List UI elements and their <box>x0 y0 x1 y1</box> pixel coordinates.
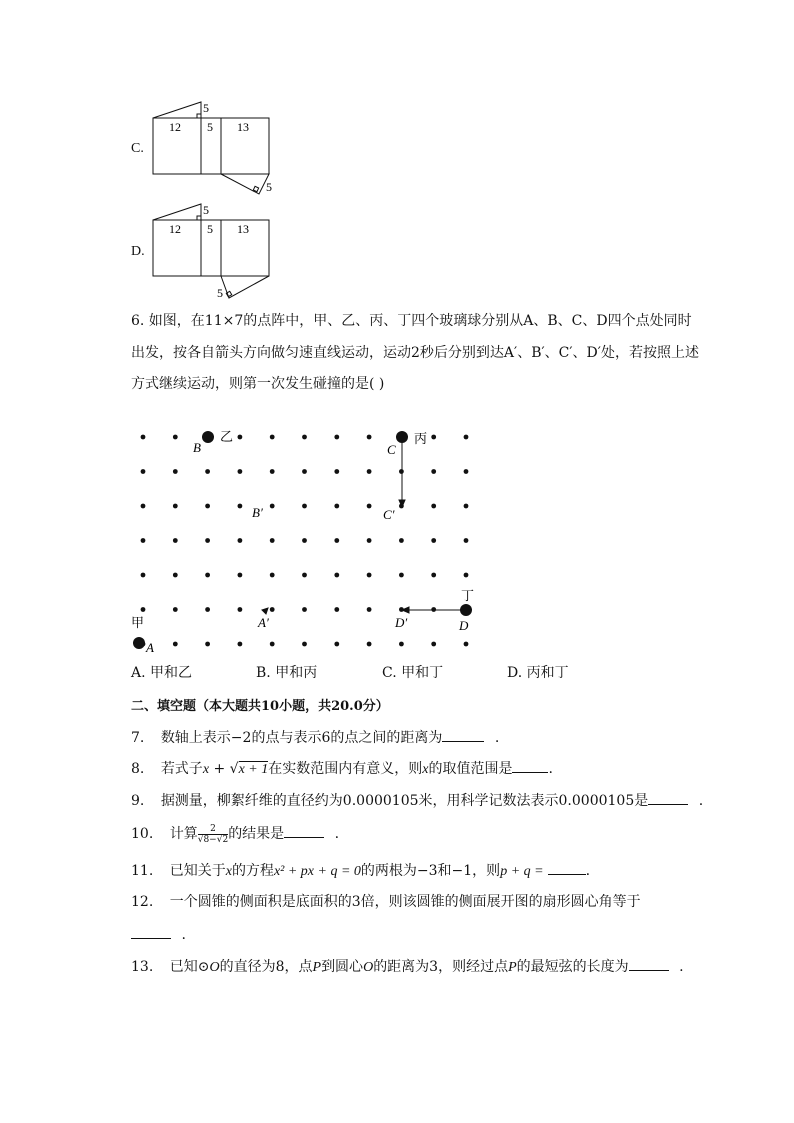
q13-O: O <box>209 960 220 975</box>
q11-equation: x² + px + q = 0 <box>273 864 361 879</box>
d-label-13: 13 <box>237 222 249 236</box>
q11-pq: p + q = <box>500 864 544 879</box>
q10 <box>131 823 339 845</box>
q9 <box>131 790 703 811</box>
grid-dots <box>141 435 469 647</box>
q8-x: x <box>202 762 210 777</box>
q13-end: . <box>679 959 684 975</box>
d-label-5: 5 <box>207 222 213 236</box>
grid-dot <box>270 573 275 578</box>
q8-blank[interactable] <box>512 758 548 773</box>
d-bottom-triangle <box>221 276 269 298</box>
section-fill-in-heading: 二、填空题（本大题共10小题，共20.0分） <box>131 699 389 714</box>
grid-dot <box>367 573 372 578</box>
grid-dot <box>302 607 307 612</box>
q13-O-2: O <box>363 960 374 975</box>
q11 <box>131 860 590 882</box>
grid-dot <box>173 642 178 647</box>
c-label-12: 12 <box>169 120 181 134</box>
grid-dot <box>302 435 307 440</box>
q10-frac-den: √8−√2 <box>197 834 229 845</box>
q10-number: 10. <box>131 826 154 842</box>
grid-dot <box>173 504 178 509</box>
grid-dot <box>238 504 243 509</box>
q11-end: . <box>585 863 591 879</box>
q13-text-b: 的直径为8，点 <box>219 959 313 975</box>
grid-dot <box>141 573 146 578</box>
grid-dot <box>270 469 275 474</box>
ball-ding <box>460 604 472 616</box>
d-tri-bottom-5: 5 <box>217 286 223 300</box>
option-d-label: D. <box>131 244 145 259</box>
d-label-12: 12 <box>169 222 181 236</box>
grid-dot <box>270 504 275 509</box>
c-right-angle-bottom <box>253 186 258 191</box>
q8-end: . <box>548 761 553 777</box>
q13-text-c: 到圆心 <box>321 959 364 975</box>
q11-text-b: 的方程 <box>231 863 274 879</box>
grid-dot <box>367 607 372 612</box>
grid-dot <box>367 642 372 647</box>
grid-dot <box>173 435 178 440</box>
c-label-13: 13 <box>237 120 249 134</box>
c-label-5: 5 <box>207 120 213 134</box>
q7-end: . <box>494 730 500 746</box>
q13-blank[interactable] <box>629 956 669 971</box>
q11-number: 11. <box>131 863 154 879</box>
grid-dot <box>334 607 339 612</box>
grid-dot <box>334 435 339 440</box>
grid-dot <box>464 642 469 647</box>
q11-text-c: 的两根为−3和−1，则 <box>360 863 501 879</box>
grid-dot <box>431 469 436 474</box>
grid-dot <box>302 642 307 647</box>
q12-text: 一个圆锥的侧面积是底面积的3倍，则该圆锥的侧面展开图的扇形圆心角等于 <box>169 894 641 910</box>
grid-dot <box>270 607 275 612</box>
d-tri-top-5: 5 <box>203 203 209 217</box>
q6-choice-b: B. 甲和丙 <box>256 665 318 681</box>
q6-choice-d: D. 丙和丁 <box>507 665 569 681</box>
q8-text-c: 的取值范围是 <box>428 761 513 777</box>
grid-dot <box>205 504 210 509</box>
grid-dot <box>205 642 210 647</box>
ball-bing <box>396 431 408 443</box>
q10-end: . <box>334 826 340 842</box>
grid-dot <box>238 642 243 647</box>
grid-dot <box>238 538 243 543</box>
label-A-prime: A′ <box>258 615 269 630</box>
grid-dot <box>141 538 146 543</box>
grid-dot <box>238 607 243 612</box>
grid-dot <box>431 435 436 440</box>
q9-end: . <box>698 793 704 809</box>
option-c-figure <box>145 98 285 198</box>
q10-blank[interactable] <box>284 823 324 838</box>
grid-dot <box>238 435 243 440</box>
label-C: C <box>387 442 396 457</box>
grid-dot <box>367 469 372 474</box>
label-D: D <box>459 618 469 633</box>
option-d-figure <box>145 200 285 305</box>
grid-dot <box>205 607 210 612</box>
grid-dot <box>464 435 469 440</box>
q6-line1: 6. 如图，在11×7的点阵中，甲、乙、丙、丁四个玻璃球分别从A、B、C、D四个点处同时 <box>131 313 692 329</box>
grid-dot <box>464 504 469 509</box>
q10-fraction <box>198 824 228 845</box>
grid-dot <box>270 435 275 440</box>
q13-P: P <box>312 960 322 975</box>
d-top-triangle <box>153 204 201 220</box>
q11-blank[interactable] <box>548 860 586 875</box>
grid-dot <box>173 469 178 474</box>
q7 <box>131 727 499 748</box>
label-D-prime: D′ <box>395 615 408 630</box>
grid-dot <box>334 469 339 474</box>
grid-dot <box>431 573 436 578</box>
q13 <box>131 956 684 978</box>
q8-plus: + <box>209 761 230 777</box>
q6-dot-grid-figure <box>125 420 485 660</box>
c-tri-bottom-5: 5 <box>266 180 272 194</box>
q10-text-a: 计算 <box>169 826 198 842</box>
q13-text-e: 的最短弦的长度为 <box>516 959 629 975</box>
grid-dot <box>464 469 469 474</box>
grid-dot <box>141 469 146 474</box>
q10-frac-num: 2 <box>198 824 228 835</box>
q6-choice-c: C. 甲和丁 <box>382 665 444 681</box>
grid-dot <box>464 573 469 578</box>
grid-dot <box>367 504 372 509</box>
grid-dot <box>270 538 275 543</box>
grid-dot <box>302 573 307 578</box>
q7-number: 7. <box>131 730 145 746</box>
q12-blank[interactable] <box>131 924 171 939</box>
q6-line3: 方式继续运动，则第一次发生碰撞的是( ) <box>131 376 385 392</box>
q12-continued <box>131 924 186 945</box>
q6-choice-a: A. 甲和乙 <box>131 665 193 681</box>
c-right-angle-top <box>197 114 201 118</box>
q8-sqrt-inner: x + 1 <box>238 762 269 777</box>
label-B: B <box>193 440 201 455</box>
q8-text-a: 若式子 <box>160 761 203 777</box>
grid-dot <box>399 469 404 474</box>
grid-dot <box>173 538 178 543</box>
grid-dot <box>302 469 307 474</box>
c-tri-top-5: 5 <box>203 101 209 115</box>
grid-dot <box>399 642 404 647</box>
q8-sqrt: √x + 1 <box>229 761 269 777</box>
grid-dot <box>141 607 146 612</box>
q8-number: 8. <box>131 761 145 777</box>
grid-dot <box>238 469 243 474</box>
grid-dot <box>205 469 210 474</box>
label-ding: 丁 <box>461 588 475 603</box>
q12-number: 12. <box>131 894 154 910</box>
grid-dot <box>431 504 436 509</box>
label-C-prime: C′ <box>383 507 395 522</box>
q13-text-d: 的距离为3，则经过点 <box>373 959 509 975</box>
q6-line2: 出发，按各自箭头方向做匀速直线运动，运动2秒后分别到达A′、B′、C′、D′处，若按照上述 <box>131 345 699 361</box>
grid-dot <box>367 538 372 543</box>
grid-dot <box>334 642 339 647</box>
label-B-prime: B′ <box>252 505 263 520</box>
grid-dot <box>367 435 372 440</box>
q13-number: 13. <box>131 959 154 975</box>
q10-text-b: 的结果是 <box>228 826 285 842</box>
q9-blank[interactable] <box>648 790 688 805</box>
grid-dot <box>173 607 178 612</box>
q7-blank[interactable] <box>442 727 484 742</box>
grid-dot <box>141 435 146 440</box>
label-A: A <box>146 640 154 655</box>
grid-dot <box>334 504 339 509</box>
q13-text-a: 已知⊙ <box>169 959 210 975</box>
grid-dot <box>399 538 404 543</box>
c-bottom-triangle <box>221 174 269 194</box>
d-right-angle-top <box>197 216 201 220</box>
grid-dot <box>334 538 339 543</box>
q13-P-2: P <box>508 960 517 975</box>
grid-dot <box>399 573 404 578</box>
q12-end: . <box>181 927 186 943</box>
grid-dot <box>334 573 339 578</box>
grid-dot <box>238 573 243 578</box>
grid-dot <box>464 538 469 543</box>
option-c-label: C. <box>131 141 144 156</box>
ball-yi <box>202 431 214 443</box>
c-top-triangle <box>153 102 201 118</box>
arrow-a-head <box>262 608 268 614</box>
ball-jia <box>133 637 145 649</box>
q11-text-a: 已知关于 <box>169 863 226 879</box>
grid-dot <box>302 504 307 509</box>
grid-dot <box>431 642 436 647</box>
grid-dot <box>431 538 436 543</box>
q12 <box>131 892 641 912</box>
grid-dot <box>270 642 275 647</box>
grid-dot <box>205 538 210 543</box>
q9-number: 9. <box>131 793 145 809</box>
q9-text: 据测量，柳絮纤维的直径约为0.0000105米，用科学记数法表示0.0000105是 <box>160 793 649 809</box>
q8 <box>131 758 553 780</box>
grid-dot <box>302 538 307 543</box>
grid-dot <box>173 573 178 578</box>
grid-dot <box>141 504 146 509</box>
label-bing: 丙 <box>414 431 428 446</box>
label-yi: 乙 <box>220 429 234 444</box>
q8-text-b: 在实数范围内有意义，则 <box>268 761 423 777</box>
grid-dot <box>205 573 210 578</box>
q8-var: x <box>422 762 429 777</box>
label-jia: 甲 <box>131 615 145 630</box>
q11-var: x <box>225 864 232 879</box>
q7-text: 数轴上表示−2的点与表示6的点之间的距离为 <box>160 730 443 746</box>
